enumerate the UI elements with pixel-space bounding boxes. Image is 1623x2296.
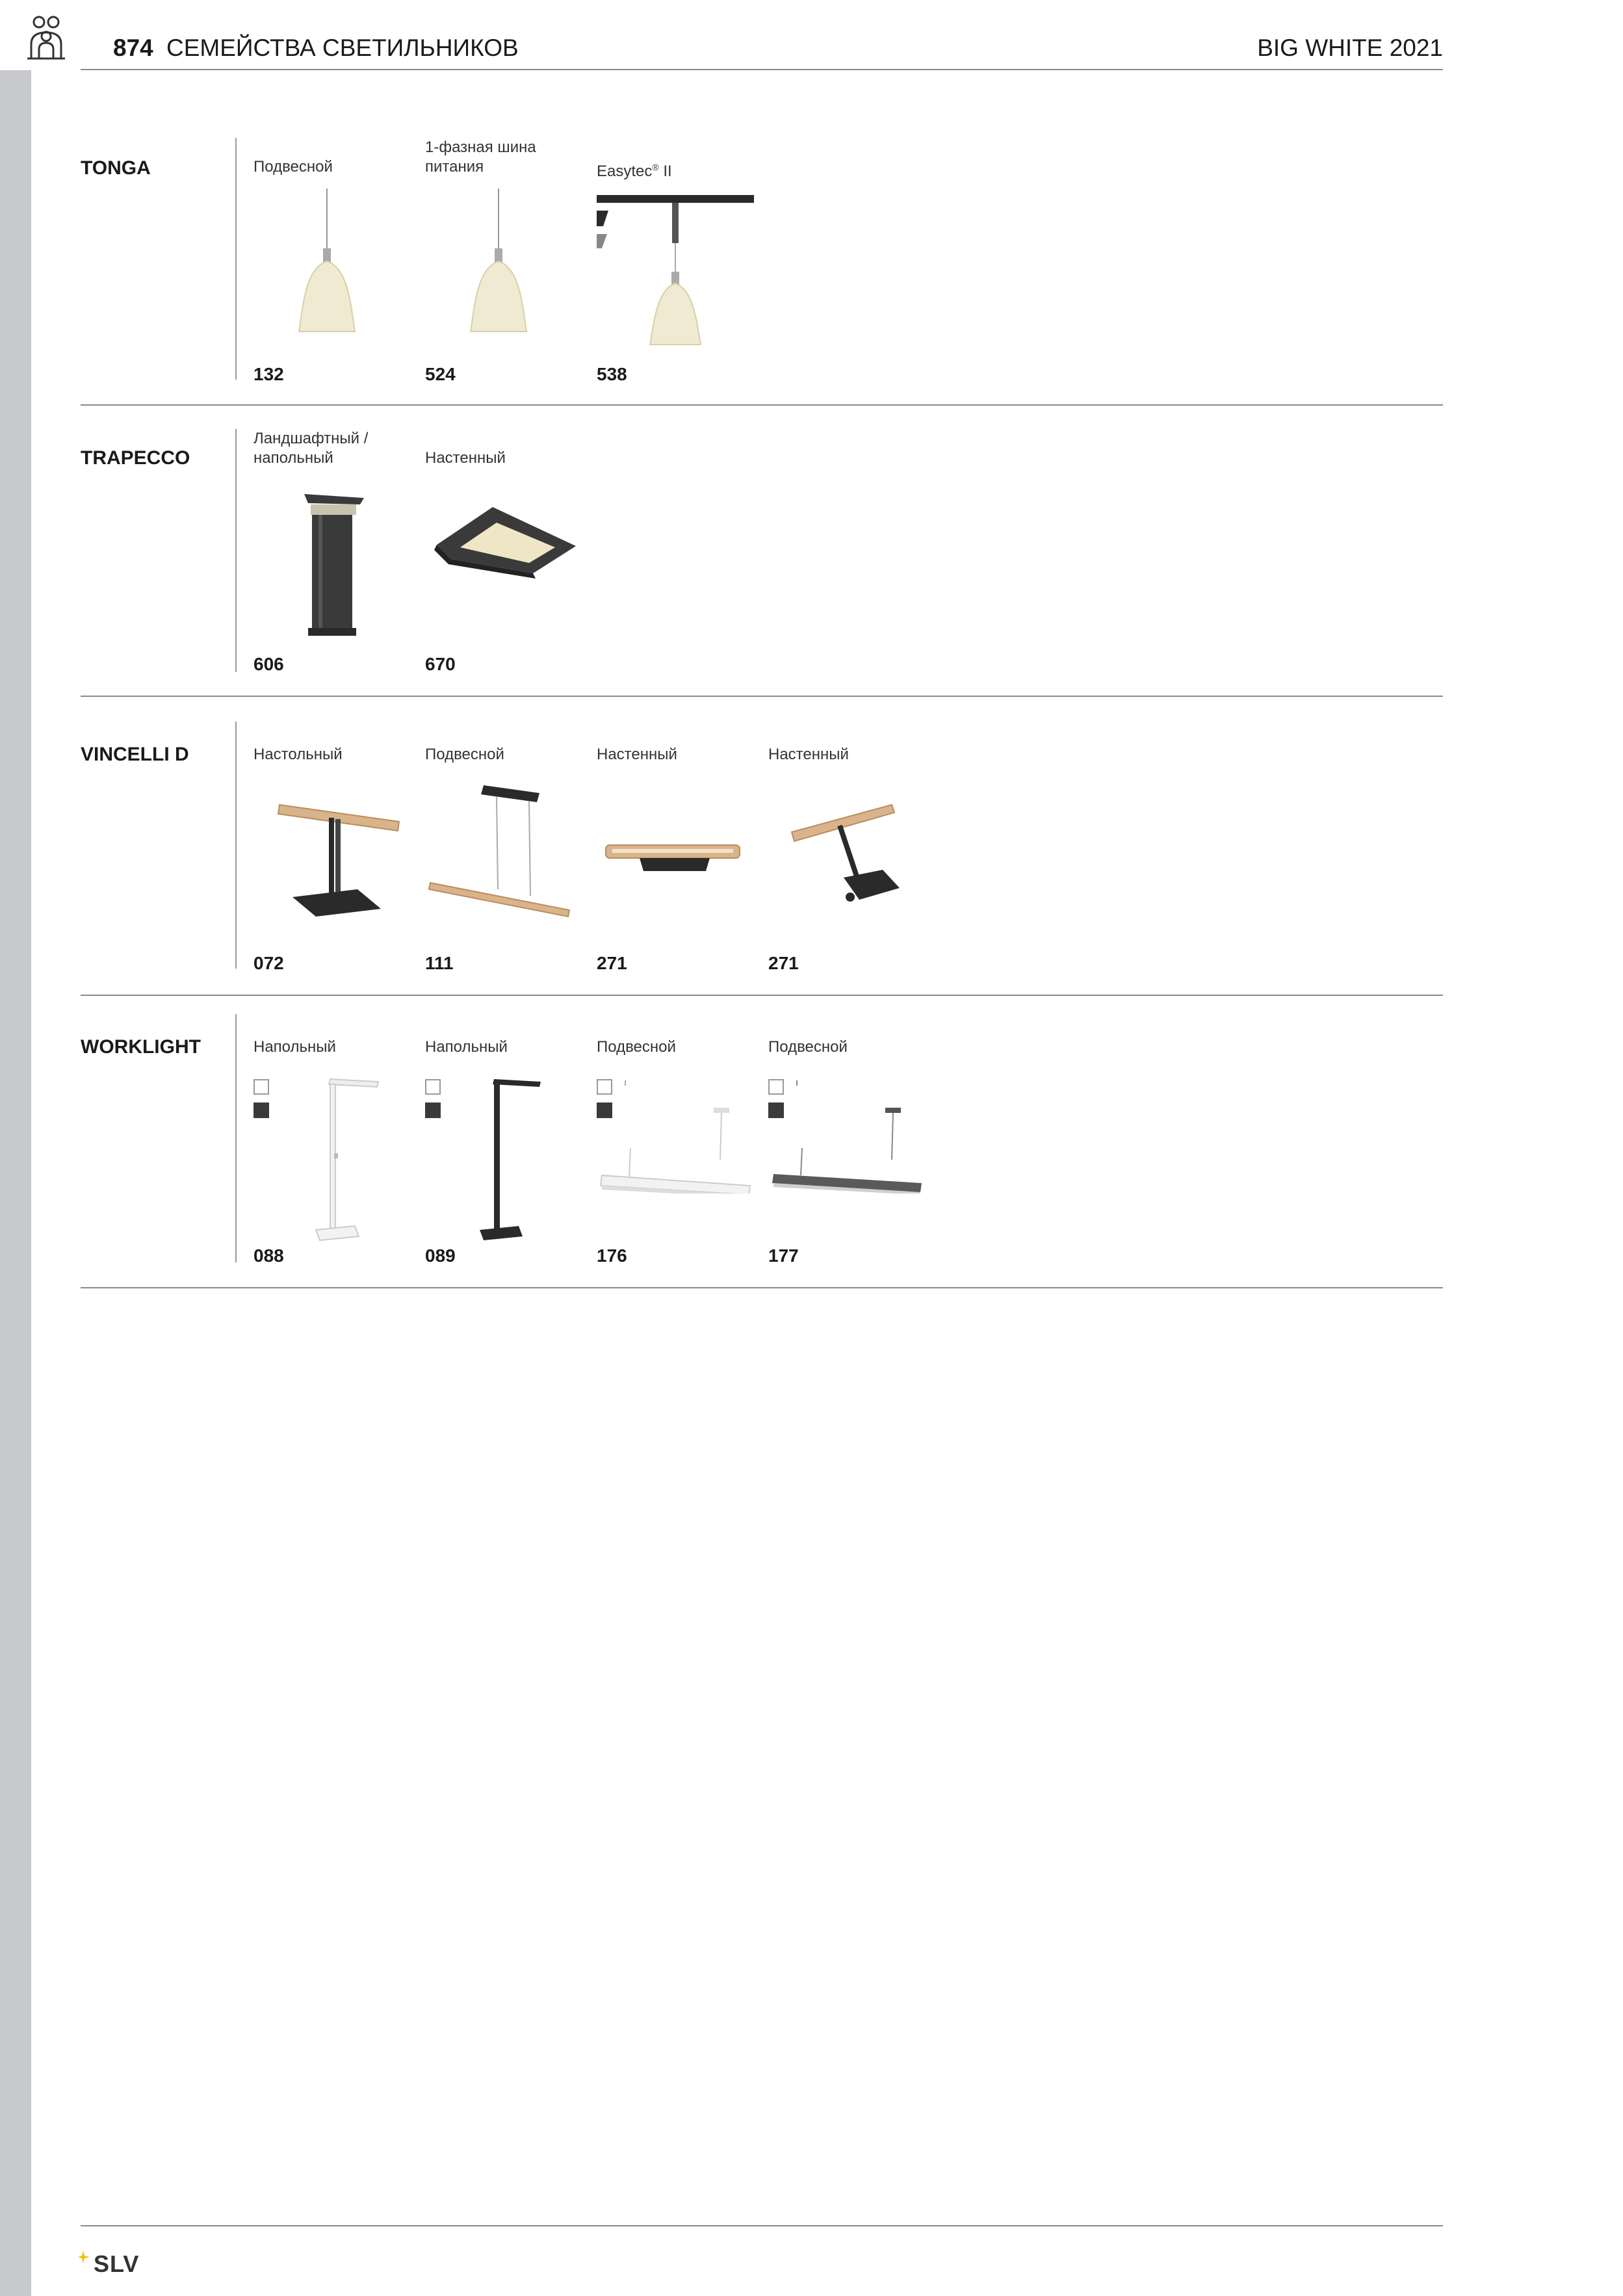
family-name: TONGA bbox=[81, 157, 151, 179]
product-code: 111 bbox=[425, 953, 454, 973]
catalog-name: BIG WHITE 2021 bbox=[1257, 34, 1443, 61]
bollard-lamp-icon bbox=[253, 488, 383, 650]
corner-box bbox=[0, 0, 82, 70]
color-swatch-white bbox=[425, 1079, 441, 1095]
product-code: 271 bbox=[597, 953, 627, 973]
page-number: 874 bbox=[113, 34, 153, 61]
family-trapecco bbox=[81, 429, 1443, 697]
product-code: 089 bbox=[425, 1246, 456, 1266]
product-code: 132 bbox=[253, 364, 284, 384]
color-swatch-anthracite bbox=[425, 1102, 441, 1118]
mount-type-label: Настольный bbox=[253, 746, 343, 763]
mount-type-label: Подвесной bbox=[768, 1038, 848, 1056]
track-pendant-lamp-icon bbox=[425, 183, 555, 346]
color-swatch-anthracite bbox=[253, 1102, 269, 1118]
floor-lamp-black-icon bbox=[471, 1076, 549, 1246]
family-name: WORKLIGHT bbox=[81, 1036, 201, 1058]
mount-type-label: Настенный bbox=[768, 746, 849, 763]
color-swatch-white bbox=[253, 1079, 269, 1095]
floor-lamp-white-icon bbox=[305, 1076, 383, 1246]
family-vincelli-d bbox=[81, 722, 1443, 996]
family-name: VINCELLI D bbox=[81, 744, 189, 765]
product-code: 072 bbox=[253, 953, 284, 973]
table-lamp-icon bbox=[253, 793, 416, 923]
mount-type-label: Подвесной bbox=[253, 158, 333, 176]
mount-type-label: Настенный bbox=[425, 449, 506, 467]
section-title: СЕМЕЙСТВА СВЕТИЛЬНИКОВ bbox=[166, 34, 519, 61]
family-name: TRAPECCO bbox=[81, 447, 190, 469]
office-pendant-white-icon bbox=[597, 1076, 759, 1194]
product-code: 538 bbox=[597, 364, 627, 384]
family-tonga bbox=[81, 138, 1443, 406]
wall-bar-lamp-icon bbox=[597, 839, 753, 891]
pendant-lamp-icon bbox=[253, 183, 383, 346]
product-code: 176 bbox=[597, 1246, 627, 1266]
product-code: 177 bbox=[768, 1246, 799, 1266]
family-divider bbox=[235, 138, 237, 380]
mount-type-label: 1-фазная шина питания bbox=[425, 138, 536, 176]
family-divider bbox=[235, 429, 237, 672]
product-code: 670 bbox=[425, 654, 456, 674]
mount-type-label: Easytec® II bbox=[597, 162, 672, 180]
page-header bbox=[81, 31, 1443, 70]
product-code: 271 bbox=[768, 953, 799, 973]
family-worklight bbox=[81, 1014, 1443, 1288]
product-code: 088 bbox=[253, 1246, 284, 1266]
brand-logo-text: SLV bbox=[94, 2250, 140, 2277]
easytec-pendant-lamp-icon bbox=[597, 189, 759, 351]
wall-lamp-icon bbox=[425, 501, 581, 592]
product-code: 524 bbox=[425, 364, 456, 384]
wall-arm-lamp-icon bbox=[768, 793, 924, 923]
mount-type-label: Подвесной bbox=[597, 1038, 676, 1056]
family-divider bbox=[235, 1014, 237, 1262]
footer-rule bbox=[81, 2225, 1443, 2226]
office-pendant-grey-icon bbox=[768, 1076, 931, 1194]
product-code: 606 bbox=[253, 654, 284, 674]
family-icon bbox=[26, 14, 66, 60]
mount-type-label: Подвесной bbox=[425, 746, 504, 763]
linear-pendant-icon bbox=[425, 779, 581, 935]
mount-type-label: Напольный bbox=[253, 1038, 336, 1056]
mount-type-label: Напольный bbox=[425, 1038, 508, 1056]
mount-type-label: Ландшафтный / напольный bbox=[253, 430, 369, 467]
mount-type-label: Настенный bbox=[597, 746, 677, 763]
side-bar bbox=[0, 0, 31, 2296]
family-divider bbox=[235, 722, 237, 969]
